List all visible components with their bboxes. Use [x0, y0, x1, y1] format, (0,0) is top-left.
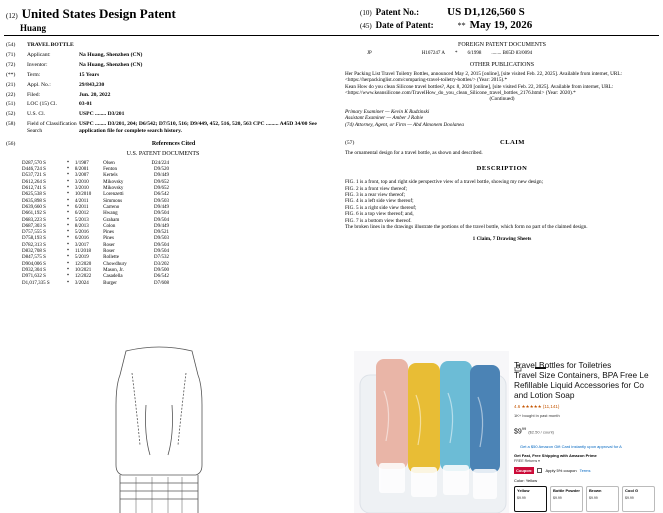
reference-cell: 3/2010 [74, 179, 89, 185]
field-code: (72) [6, 61, 16, 68]
reference-cell: D782,313 S [22, 242, 46, 248]
date-code: (45) [360, 22, 372, 30]
reference-cell: Mikovsky [103, 186, 124, 192]
reference-cell: D287,570 S [22, 160, 46, 166]
reference-cell: D9/504 [154, 211, 169, 217]
reference-cell: D446,724 S [22, 167, 46, 173]
description-line: FIG. 6 is a top view thereof; and, [345, 211, 414, 218]
reference-cell: 3/2010 [74, 186, 89, 192]
reference-cell: * [66, 179, 70, 185]
reference-cell: * [66, 255, 70, 261]
field-row [6, 62, 320, 69]
reference-cell: 6/2011 [74, 204, 89, 210]
claim-text: The ornamental design for a travel bottle, as shown and described. [345, 149, 483, 156]
reference-cell: D635,898 S [22, 198, 46, 204]
reference-cell: D9/449 [154, 173, 169, 179]
reference-cell: 3/2017 [74, 242, 89, 248]
price [514, 426, 663, 435]
reference-cell: D757,555 S [22, 230, 46, 236]
reference-cell: D9/504 [154, 249, 169, 255]
reference-cell: D904,006 S [22, 261, 46, 267]
reference-cell: * [66, 173, 70, 179]
field-label: Applicant: [27, 51, 51, 58]
price-dollars: $9 [514, 428, 522, 436]
inventor-surname: Huang [20, 23, 47, 33]
title-line: Travel Bottles for Toiletries [514, 360, 612, 370]
field-code: (54) [6, 42, 16, 48]
product-title[interactable] [510, 360, 663, 400]
swatch-name: Yellow [517, 488, 530, 494]
reference-cell: Olsen [103, 160, 115, 166]
reference-row [22, 281, 172, 287]
color-label: Color: Yellow [514, 478, 538, 484]
reference-cell: Graham [103, 217, 120, 223]
field-code: (52) [6, 111, 16, 118]
reference-cell: Fenton [103, 167, 118, 173]
reference-cell: * [66, 261, 70, 267]
other-pubs-title: OTHER PUBLICATIONS [469, 61, 535, 68]
field-code: (22) [6, 91, 16, 98]
reference-cell: D661,192 S [22, 211, 46, 217]
terms-link[interactable]: Terms [579, 468, 591, 474]
color-swatch[interactable] [514, 486, 547, 512]
reference-cell: D9/503 [154, 236, 169, 242]
foreign-title: FOREIGN PATENT DOCUMENTS [457, 42, 546, 48]
reference-cell: D832,708 S [22, 249, 46, 255]
price-cents: 99 [521, 426, 527, 431]
field-label: Term: [27, 71, 41, 78]
foreign-row [367, 51, 659, 58]
coupon-checkbox[interactable] [537, 468, 542, 473]
foreign-date: 6/1998 [467, 50, 482, 56]
description-line: FIG. 3 is a rear view thereof; [345, 192, 406, 198]
examiner-line: Primary Examiner — Kevin K Rudzinski [345, 108, 430, 115]
reference-cell: 5/2019 [74, 255, 89, 261]
reference-cell: Pines [103, 236, 114, 242]
description-line: FIG. 1 is a front, top and right side perspective view of a travel bottle, showing my new design; [345, 179, 544, 186]
publication-item: Her Packing List Travel Toiletry Bottles, announced May 2, 2015 [online], [site visited Feb. 22, 2025]. Available from internet, URL: <https://herpackinglist.com/comparing-travel-toiletry-bottles/> (Year: 2015).* [345, 70, 622, 84]
date-marks: ** [457, 21, 466, 30]
cited-references [22, 161, 172, 287]
field-value: 03-01 [79, 101, 93, 108]
reference-cell: 12/2020 [74, 261, 92, 267]
description-title: DESCRIPTION [476, 165, 528, 173]
field-value: Na Huang, Shenzhen (CN) [79, 61, 143, 68]
left-column [6, 42, 320, 287]
reference-cell: D9/449 [154, 204, 169, 210]
swatch-name: Brown [589, 488, 602, 494]
reference-cell: 10/2010 [74, 192, 92, 198]
product-photo [354, 351, 509, 513]
reference-cell: 10/2021 [74, 267, 92, 273]
examiner-line: Assistant Examiner — Amber J Rabie [345, 115, 424, 122]
field-row [6, 101, 320, 108]
field-label: U.S. Cl. [27, 111, 46, 118]
field-value: 29/843,230 [79, 81, 105, 88]
foreign-star: * [454, 50, 458, 56]
reference-cell: Pines [103, 230, 114, 236]
field-label: LOC (15) Cl. [27, 101, 57, 108]
reference-cell: Chowdhury [103, 261, 127, 267]
field-row [6, 72, 320, 79]
description-body [345, 179, 659, 230]
reference-cell: D3/202 [154, 261, 169, 267]
reference-cell: * [66, 274, 70, 280]
other-publications [345, 71, 659, 97]
reference-cell: 8/2001 [74, 167, 89, 173]
reference-cell: 5/2016 [74, 230, 89, 236]
reference-cell: D6/542 [154, 192, 169, 198]
reference-cell: * [66, 242, 70, 248]
reference-cell: D971,632 S [22, 274, 46, 280]
field-code: (**) [6, 71, 16, 78]
bought-count: 1K+ bought in past month [514, 413, 560, 418]
reference-cell: D7/532 [154, 255, 169, 261]
reference-cell: 3/2024 [74, 280, 89, 286]
reference-cell: * [66, 249, 70, 255]
swatch-name: Bottle Powder [553, 488, 580, 494]
field-value: Jun. 20, 2022 [79, 91, 111, 98]
reference-cell: * [66, 204, 70, 210]
reference-cell: Rollette [103, 255, 119, 261]
claim-heading [345, 140, 659, 147]
claim-code: (57) [345, 139, 355, 146]
swatch-price: $9.99 [517, 495, 526, 500]
reference-cell: 8/2013 [74, 223, 89, 229]
swatch-price: $9.99 [589, 495, 598, 500]
reference-cell: 6/2012 [74, 211, 89, 217]
travel-bottle-drawing [106, 345, 212, 513]
reference-cell: D625,538 S [22, 192, 46, 198]
continued-note: (Continued) [489, 96, 515, 103]
reference-cell: D9/521 [154, 230, 169, 236]
description-line: FIG. 5 is a right side view thereof; [345, 204, 417, 211]
swatch-name: Cool G [625, 488, 639, 494]
bibliographic-fields [6, 42, 320, 135]
reference-cell: Hwang [103, 211, 118, 217]
right-column [345, 42, 659, 243]
reference-cell: Lorenzetti [103, 192, 124, 198]
reference-cell: D9/504 [154, 242, 169, 248]
reference-cell: 5/2013 [74, 217, 89, 223]
reference-cell: Simmons [103, 198, 123, 204]
field-value: Na Huang, Shenzhen (CN) [79, 51, 143, 58]
reference-cell: Roser [103, 242, 115, 248]
reference-cell: D758,193 S [22, 236, 46, 242]
field-code: (21) [6, 81, 16, 88]
date-label: Date of Patent: [375, 20, 434, 30]
reference-cell: D932,304 S [22, 267, 46, 273]
reference-cell: D612,264 S [22, 179, 46, 185]
reference-cell: D7/608 [154, 280, 169, 286]
reference-cell: * [66, 223, 70, 229]
reference-cell: 12/2022 [74, 274, 92, 280]
reference-cell: D537,721 S [22, 173, 46, 179]
field-row [6, 42, 320, 49]
reference-cell: Mason, Jr. [103, 267, 124, 273]
product-listing [510, 354, 663, 513]
reference-cell: Burger [103, 280, 117, 286]
reference-cell: * [66, 198, 70, 204]
reference-cell: * [66, 217, 70, 223]
field-value: USPC ........ D3/201, 204; D6/542; D7/510, 516; D9/449, 452, 516, 520, 563 CPC ......... A45D 34/00 See application file for complete search history. [79, 121, 317, 135]
reference-cell: D9/449 [154, 223, 169, 229]
reference-cell: D612,741 S [22, 186, 46, 192]
reference-cell: 6/2016 [74, 236, 89, 242]
reference-cell: D9/500 [154, 267, 169, 273]
reference-cell: Carreno [103, 204, 120, 210]
reference-cell: Kertels [103, 173, 118, 179]
reference-cell: Colon [103, 223, 116, 229]
reference-cell: * [66, 236, 70, 242]
color-swatches [514, 486, 663, 512]
reference-cell: D847,575 S [22, 255, 46, 261]
reference-cell: D9/652 [154, 186, 169, 192]
unit-price: ($2.50 / count) [528, 429, 554, 435]
reference-cell: Mikovsky [103, 179, 124, 185]
reference-cell: 4/2011 [74, 198, 89, 204]
reference-cell: 11/2018 [74, 249, 92, 255]
shipping-text: Get Fast, Free Shipping with Amazon Prime [514, 453, 597, 459]
field-code: (51) [6, 101, 16, 108]
reference-cell: D6/542 [154, 274, 169, 280]
foreign-number: H167247 A [421, 50, 445, 56]
field-code: (58) [6, 121, 16, 128]
claim-title: CLAIM [500, 138, 525, 146]
reference-cell: Roser [103, 249, 115, 255]
returns-link[interactable]: FREE Returns ▾ [514, 459, 540, 464]
reference-cell: * [66, 280, 70, 286]
field-label: Filed: [27, 91, 41, 98]
reference-cell: D24/224 [151, 160, 169, 166]
foreign-country: JP [367, 50, 372, 56]
description-line: The broken lines in the drawings illustrate the portions of the travel bottle, which form no part of the claimed design. [345, 224, 588, 231]
patent-title: United States Design Patent [21, 6, 176, 21]
reference-cell: D9/503 [154, 198, 169, 204]
refs-heading [6, 141, 320, 148]
patent-header-left [6, 6, 176, 33]
refs-subtitle: U.S. PATENT DOCUMENTS [126, 150, 200, 157]
field-row [6, 52, 320, 59]
field-row [6, 111, 320, 118]
coupon-row [514, 467, 663, 474]
color-swatch[interactable] [586, 486, 619, 512]
field-label: TRAVEL BOTTLE [27, 42, 74, 48]
header-left-code: (12) [6, 12, 18, 20]
field-label: Appl. No.: [27, 81, 51, 88]
reference-cell: D9/520 [154, 167, 169, 173]
date-value: May 19, 2026 [469, 19, 533, 31]
reference-cell: D9/652 [154, 179, 169, 185]
header-rule [4, 35, 659, 36]
reference-cell: D1,017,335 S [22, 280, 50, 286]
refs-title: References Cited [151, 141, 196, 148]
examiners [345, 109, 659, 128]
title-line: and Lotion Soap [514, 390, 575, 400]
field-value: 15 Years [79, 71, 100, 78]
refs-code: (56) [6, 141, 16, 148]
reference-cell: * [66, 192, 70, 198]
description-line: FIG. 2 is a front view thereof; [345, 185, 408, 192]
reference-cell: D9/504 [154, 217, 169, 223]
reference-cell: 3/2007 [74, 173, 89, 179]
color-swatch[interactable] [622, 486, 655, 512]
reference-cell: * [66, 186, 70, 192]
field-value: USPC ........ D3/201 [79, 111, 125, 118]
reference-cell: * [66, 211, 70, 217]
field-code: (71) [6, 51, 16, 58]
patent-no-value: US D1,126,560 S [447, 6, 525, 18]
title-line: Travel Size Containers, BPA Free Le [514, 370, 649, 380]
publication-item: Kean How do you clean Silicone travel bottles?, Apr. 8, 2020 [online], [site visited Feb. 22, 2025]. Available from internet, URL: <https://www.keansilicone.com/TravelHow_do_you_clean_Silicone_travel_bottles_2176.html> (Year: 2020).* [345, 83, 614, 96]
claims-summary: 1 Claim, 7 Drawing Sheets [472, 236, 532, 243]
reference-cell: Casadella [103, 274, 123, 280]
coupon-badge: Coupon: [516, 468, 533, 474]
field-label: Inventor: [27, 61, 48, 68]
patent-no-label: Patent No.: [375, 7, 420, 17]
reference-cell: 1/1987 [74, 160, 89, 166]
swatch-price: $9.99 [625, 495, 634, 500]
description-line: FIG. 4 is a left side view thereof; [345, 198, 414, 205]
coupon-text: Apply 5% coupon [545, 468, 577, 474]
patent-header-right [360, 6, 532, 31]
patent-no-code: (10) [360, 9, 372, 17]
rating[interactable]: 4.6 ★★★★★ (11,141) [514, 404, 560, 409]
reference-cell: D687,303 S [22, 223, 46, 229]
field-row [6, 82, 320, 89]
promo-link[interactable]: Get a $50 Amazon Gift Card instantly upon approval for A [520, 444, 622, 450]
examiner-line: (74) Attorney, Agent, or Firm — Abd Almonem Doolanea [345, 121, 464, 128]
reference-cell: D639,660 S [22, 204, 46, 210]
reference-cell: * [66, 267, 70, 273]
field-label: Field of Classification Search [27, 121, 77, 135]
description-line: FIG. 7 is a bottom view thereof. [345, 217, 412, 224]
foreign-class: ........ B65D 83/0094 [491, 50, 533, 56]
field-row [6, 121, 320, 135]
reference-cell: D683,223 S [22, 217, 46, 223]
color-swatch[interactable] [550, 486, 583, 512]
swatch-price: $9.99 [553, 495, 562, 500]
title-line: Refillable Liquid Accessories for Co [514, 380, 645, 390]
field-row [6, 92, 320, 99]
reference-cell: * [66, 167, 70, 173]
reference-cell: * [66, 160, 70, 166]
reference-cell: * [66, 230, 70, 236]
